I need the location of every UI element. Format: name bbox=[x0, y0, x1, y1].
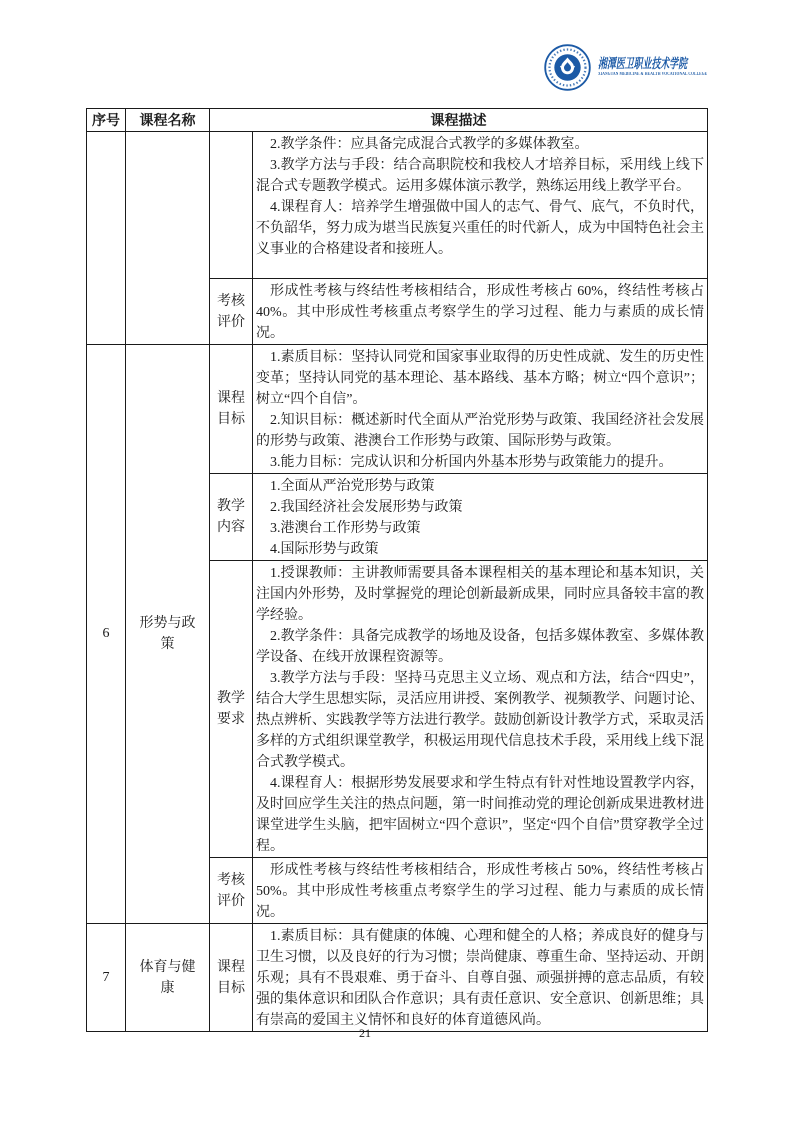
course-name-cell: 体育与健康 bbox=[126, 924, 210, 1032]
course-name-cell: 形势与政策 bbox=[126, 345, 210, 924]
paragraph: 3.教学方法与手段：结合高职院校和我校人才培养目标，采用线上线下混合式专题教学模式。运用多媒体演示教学，熟练运用线上教学平台。 bbox=[256, 158, 704, 194]
desc-content-cell bbox=[253, 858, 708, 924]
table-row bbox=[87, 345, 708, 474]
table-row bbox=[87, 132, 708, 279]
desc-aspect-label: 课程目标 bbox=[210, 345, 253, 474]
paragraph: 1.全面从严治党形势与政策 bbox=[270, 479, 435, 494]
college-name bbox=[598, 56, 750, 78]
paragraph: 3.教学方法与手段：坚持马克思主义立场、观点和方法，结合“四史”，结合大学生思想实际，灵活应用讲授、案例教学、视频教学、问题讨论、热点辨析、实践教学等方法进行教学。鼓励创新设计教学方式，采取灵活多样的方式组织课堂教学，积极运用现代信息技术手段，采用线上线下混合式教学模式。 bbox=[256, 671, 704, 770]
desc-aspect-label: 教学内容 bbox=[210, 474, 253, 561]
desc-content-cell bbox=[253, 924, 708, 1032]
paragraph: 4.课程育人：根据形势发展要求和学生特点有针对性地设置教学内容，及时回应学生关注的热点问题，第一时间推动党的理论创新成果进教材进课堂进学生头脑，把牢固树立“四个意识”，坚定“四个自信”贯穿教学全过程。 bbox=[256, 776, 704, 854]
desc-aspect-label: 课程目标 bbox=[210, 924, 253, 1032]
paragraph: 形成性考核与终结性考核相结合，形成性考核占 60%，终结性考核占 40%。其中形成性考核重点考察学生的学习过程、能力与素质的成长情况。 bbox=[256, 284, 704, 341]
paragraph: 3.能力目标：完成认识和分析国内外基本形势与政策能力的提升。 bbox=[270, 455, 673, 470]
paragraph: 1.素质目标：具有健康的体魄、心理和健全的人格；养成良好的健身与卫生习惯，以及良好的行为习惯；崇尚健康、尊重生命、坚持运动、开朗乐观；具有不畏艰难、勇于奋斗、自尊自强、顽强拼搏的意志品质，有较强的集体意识和团队合作意识；具有责任意识、安全意识、创新思维；具有崇高的爱国主义情怀和良好的体育道德风尚。 bbox=[256, 929, 704, 1028]
paragraph: 1.素质目标：坚持认同党和国家事业取得的历史性成就、发生的历史性变革；坚持认同党的基本理论、基本路线、基本方略；树立“四个意识”；树立“四个自信”。 bbox=[256, 350, 704, 407]
paragraph: 形成性考核与终结性考核相结合，形成性考核占 50%，终结性考核占 50%。其中形成性考核重点考察学生的学习过程、能力与素质的成长情况。 bbox=[256, 863, 704, 920]
paragraph: 3.港澳台工作形势与政策 bbox=[270, 521, 421, 536]
paragraph: 4.国际形势与政策 bbox=[270, 542, 379, 557]
table-header-row bbox=[87, 109, 708, 132]
paragraph: 2.我国经济社会发展形势与政策 bbox=[270, 500, 463, 515]
paragraph: 1.授课教师：主讲教师需要具备本课程相关的基本理论和基本知识，关注国内外形势，及时掌握党的理论创新最新成果，同时应具备较丰富的教学经验。 bbox=[256, 566, 704, 623]
table-row bbox=[87, 924, 708, 1032]
paragraph: 2.教学条件：应具备完成混合式教学的多媒体教室。 bbox=[270, 137, 589, 152]
header-course-desc: 课程描述 bbox=[210, 109, 708, 132]
paragraph: 2.知识目标：概述新时代全面从严治党形势与政策、我国经济社会发展的形势与政策、港澳台工作形势与政策、国际形势与政策。 bbox=[256, 413, 704, 449]
seq-cell: 7 bbox=[87, 924, 126, 1032]
header-seq: 序号 bbox=[87, 109, 126, 132]
header-course-name: 课程名称 bbox=[126, 109, 210, 132]
college-logo bbox=[544, 43, 750, 91]
desc-content-cell bbox=[253, 474, 708, 561]
college-name-english: XIANGTAN MEDICINE & HEALTH VOCATIONAL COLLEGE bbox=[598, 72, 708, 77]
paragraph: 4.课程育人：培养学生增强做中国人的志气、骨气、底气，不负时代，不负韶华，努力成为堪当民族复兴重任的时代新人，成为中国特色社会主义事业的合格建设者和接班人。 bbox=[256, 200, 704, 257]
desc-content-cell bbox=[253, 279, 708, 345]
desc-content-cell bbox=[253, 561, 708, 858]
page-number: 21 bbox=[359, 1026, 371, 1040]
desc-aspect-label: 考核评价 bbox=[210, 279, 253, 345]
college-emblem-icon bbox=[544, 44, 591, 91]
desc-aspect-label: 教学要求 bbox=[210, 561, 253, 858]
seq-cell bbox=[87, 132, 126, 345]
college-name-chinese: 湘潭医卫职业技术学院 bbox=[598, 56, 688, 71]
desc-aspect-label: 考核评价 bbox=[210, 858, 253, 924]
course-name-cell bbox=[126, 132, 210, 345]
desc-content-cell bbox=[253, 132, 708, 279]
seq-cell: 6 bbox=[87, 345, 126, 924]
paragraph: 2.教学条件：具备完成教学的场地及设备，包括多媒体教室、多媒体教学设备、在线开放课程资源等。 bbox=[256, 629, 704, 665]
desc-content-cell bbox=[253, 345, 708, 474]
course-description-table bbox=[86, 108, 708, 1032]
desc-aspect-label bbox=[210, 132, 253, 279]
